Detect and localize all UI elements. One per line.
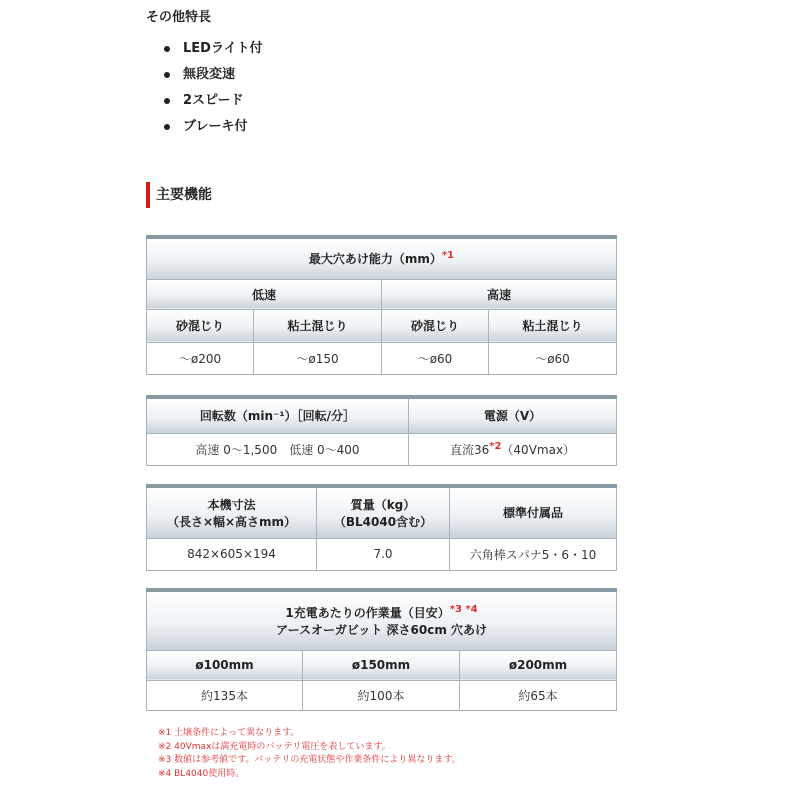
- other-features-title: その他特長: [146, 10, 212, 25]
- work-per-charge-header: 1充電あたりの作業量（目安）$^{*3 *4}$ アースオーガビット 深さ60cm 穴あけ: [147, 590, 617, 650]
- accessories-header: 標準付属品: [450, 486, 617, 538]
- power-header: 電源（V）: [409, 397, 617, 433]
- list-item: LEDライト付: [146, 38, 263, 64]
- soil-type-header: 砂混じり: [147, 309, 254, 342]
- dimensions-value: 842×605×194: [147, 538, 317, 570]
- footnote: ※1 土壌条件によって異なります。: [158, 728, 300, 738]
- diameter-header: ø200mm: [460, 650, 617, 680]
- list-item: 無段変速: [146, 64, 263, 90]
- high-speed-header: 高速: [382, 279, 617, 309]
- list-item: ブレーキ付: [146, 116, 263, 142]
- feature-list: [146, 38, 263, 142]
- weight-header: 質量（kg） （BL4040含む）: [317, 486, 450, 538]
- capacity-value: ～ø150: [254, 342, 382, 374]
- soil-type-header: 粘土混じり: [254, 309, 382, 342]
- soil-type-header: 粘土混じり: [489, 309, 617, 342]
- work-per-charge-table: [146, 588, 617, 711]
- work-value: 約100本: [303, 680, 460, 710]
- main-specs-heading: 主要機能: [146, 182, 212, 208]
- soil-type-header: 砂混じり: [382, 309, 489, 342]
- capacity-value: ～ø60: [489, 342, 617, 374]
- weight-value: 7.0: [317, 538, 450, 570]
- list-item: 2スピード: [146, 90, 263, 116]
- drilling-capacity-table: [146, 235, 617, 375]
- note-mark: *2: [489, 440, 502, 452]
- rotation-power-table: [146, 395, 617, 466]
- work-value: 約135本: [147, 680, 303, 710]
- accessories-value: 六角棒スパナ5・6・10: [450, 538, 617, 570]
- footnote: ※2 40Vmaxは満充電時のバッテリ電圧を表しています。: [158, 741, 391, 752]
- capacity-value: ～ø200: [147, 342, 254, 374]
- drilling-capacity-header: 最大穴あけ能力（mm）$^{*1}$: [147, 237, 617, 279]
- dimensions-table: [146, 484, 617, 571]
- rotation-value: 高速 0～1,500 低速 0～400: [147, 433, 409, 465]
- low-speed-header: 低速: [147, 279, 382, 309]
- diameter-header: ø100mm: [147, 650, 303, 680]
- dimensions-header: 本機寸法 （長さ×幅×高さmm）: [147, 486, 317, 538]
- diameter-header: ø150mm: [303, 650, 460, 680]
- power-value: 直流36$^{*2}$（40Vmax）: [409, 433, 617, 465]
- footnotes: [158, 727, 461, 781]
- work-value: 約65本: [460, 680, 617, 710]
- capacity-value: ～ø60: [382, 342, 489, 374]
- note-mark: *1: [441, 250, 455, 262]
- rotation-header: 回転数（min⁻¹）［回転/分］: [147, 397, 409, 433]
- footnote: ※3 数値は参考値です。バッテリの充電状態や作業条件により異なります。: [158, 755, 461, 765]
- note-mark: *3 *4: [449, 603, 478, 615]
- footnote: ※4 BL4040使用時。: [158, 768, 245, 779]
